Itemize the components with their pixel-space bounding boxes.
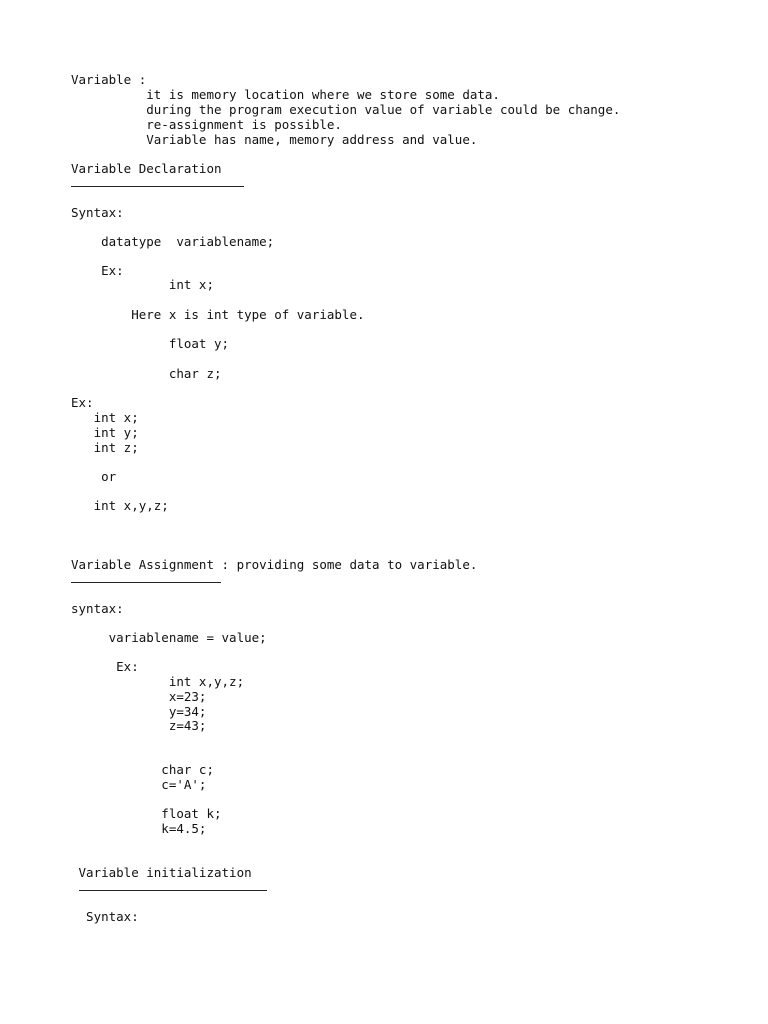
assignment-example-declare: int x,y,z; <box>71 674 245 689</box>
initialization-heading-underline <box>79 890 267 891</box>
assignment-example-z: z=43; <box>71 718 207 733</box>
assignment-syntax: variablename = value; <box>71 630 267 645</box>
declaration-heading-underline <box>71 186 244 187</box>
assignment-example-float-value: k=4.5; <box>71 821 207 836</box>
assignment-example-float-decl: float k; <box>71 806 222 821</box>
multi-declaration-combined: int x,y,z; <box>71 498 169 513</box>
declaration-heading: Variable Declaration <box>71 161 222 176</box>
variable-def-line-4: Variable has name, memory address and value. <box>71 132 478 147</box>
assignment-example-char-decl: char c; <box>71 762 214 777</box>
declaration-syntax: datatype variablename; <box>71 234 275 249</box>
assignment-heading: Variable Assignment : providing some data to variable. <box>71 557 478 572</box>
declaration-example-char: char z; <box>71 366 222 381</box>
initialization-syntax-label: Syntax: <box>71 909 139 924</box>
declaration-example-label: Ex: <box>71 263 124 278</box>
variable-heading: Variable : <box>71 72 147 87</box>
variable-def-line-3: re-assignment is possible. <box>71 117 342 132</box>
initialization-heading: Variable initialization <box>71 865 252 880</box>
declaration-example-float: float y; <box>71 336 230 351</box>
assignment-example-char-value: c='A'; <box>71 777 207 792</box>
multi-declaration-x: int x; <box>71 410 139 425</box>
notes-document <box>71 72 748 1024</box>
assignment-example-label: Ex: <box>71 659 139 674</box>
multi-declaration-z: int z; <box>71 440 139 455</box>
multi-declaration-y: int y; <box>71 425 139 440</box>
declaration-example-int: int x; <box>71 277 214 292</box>
variable-def-line-2: during the program execution value of variable could be change. <box>71 102 621 117</box>
multi-declaration-or: or <box>71 469 117 484</box>
assignment-example-y: y=34; <box>71 704 207 719</box>
assignment-heading-underline <box>71 582 221 583</box>
multi-declaration-label: Ex: <box>71 395 94 410</box>
variable-def-line-1: it is memory location where we store some data. <box>71 87 500 102</box>
declaration-example-note: Here x is int type of variable. <box>71 307 365 322</box>
assignment-syntax-label: syntax: <box>71 601 124 616</box>
declaration-syntax-label: Syntax: <box>71 205 124 220</box>
assignment-example-x: x=23; <box>71 689 207 704</box>
